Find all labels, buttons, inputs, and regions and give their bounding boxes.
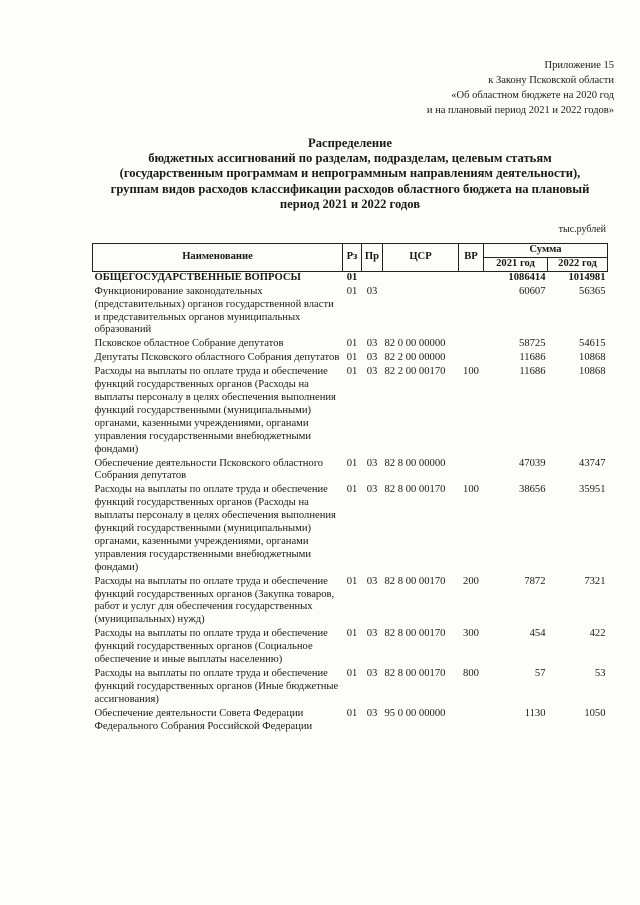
title-line: Распределение <box>308 136 392 150</box>
row-csr <box>383 286 459 339</box>
row-name: Обеспечение деятельности Совета Федерации Федерального Собрания Российской Федерации <box>94 707 313 732</box>
row-vr: 200 <box>463 575 479 587</box>
title-line: бюджетных ассигнований по разделам, подразделам, целевым статьям <box>148 151 552 166</box>
row-rz: 01 <box>346 271 358 283</box>
row-name: Расходы на выплаты по оплате труда и обеспечение функций государственных органов (Социальное обеспечение и иные выплаты населению) <box>94 628 328 666</box>
row-vr: 800 <box>463 668 479 679</box>
row-name: Псковское областное Собрание депутатов <box>94 338 284 350</box>
row-csr: 82 8 00 00170 <box>384 575 446 587</box>
header-pr: Пр <box>362 244 383 272</box>
row-name: Депутаты Псковского областного Собрания депутатов <box>94 352 340 364</box>
row-amount-2022: 10868 <box>579 352 606 364</box>
title-line: период 2021 и 2022 годов <box>279 196 421 211</box>
row-pr <box>362 271 383 285</box>
row-pr: 03 <box>366 352 378 364</box>
appendix-note <box>254 58 614 118</box>
row-amount-2022: 56365 <box>579 285 606 297</box>
row-amount-2021: 11686 <box>519 366 546 378</box>
row-csr: 82 8 00 00000 <box>384 457 446 469</box>
row-pr: 03 <box>366 366 378 378</box>
header-name: Наименование <box>93 244 343 272</box>
table-row <box>93 286 608 339</box>
row-rz: 01 <box>346 285 358 297</box>
table-row <box>93 338 608 352</box>
row-csr: 82 8 00 00170 <box>384 668 446 679</box>
row-name: Расходы на выплаты по оплате труда и обеспечение функций государственных органов (Закупка товаров, работ и услуг для обеспечения государственных (муниципальных) нужд) <box>94 575 335 626</box>
row-vr <box>459 458 484 485</box>
document-title <box>70 136 630 212</box>
row-pr: 03 <box>366 575 378 587</box>
row-name: Расходы на выплаты по оплате труда и обеспечение функций государственных органов (Расходы на выплаты персоналу в целях обеспечения выполнения функций государственными (муниципальными) органами, казенными учреждениями, органами управления государственными внебюджетными фондами) <box>94 366 336 455</box>
row-vr <box>459 338 484 352</box>
row-amount-2021: 38656 <box>519 484 546 496</box>
row-csr: 82 2 00 00000 <box>384 352 446 364</box>
title-line: группам видов расходов классификации расходов областного бюджета на плановый <box>110 181 590 196</box>
row-amount-2021: 1130 <box>524 707 546 719</box>
appendix-line: Приложение 15 <box>544 60 614 71</box>
budget-table <box>92 243 608 735</box>
table-row <box>93 484 608 575</box>
row-amount-2021: 47039 <box>519 457 546 469</box>
row-amount-2022: 1050 <box>584 707 606 719</box>
table-row <box>93 366 608 457</box>
row-amount-2022: 53 <box>594 668 606 679</box>
row-pr: 03 <box>366 457 378 469</box>
row-amount-2022: 1014981 <box>568 271 606 283</box>
appendix-line: «Об областном бюджете на 2020 год <box>451 90 614 101</box>
table-row <box>93 628 608 668</box>
table-row <box>93 352 608 366</box>
table-row <box>93 708 608 735</box>
row-amount-2021: 60607 <box>519 285 546 297</box>
row-rz: 01 <box>346 707 358 719</box>
row-amount-2022: 422 <box>589 628 606 640</box>
row-csr: 82 2 00 00170 <box>384 366 446 378</box>
appendix-line: и на плановый период 2021 и 2022 годов» <box>426 105 614 116</box>
row-amount-2021: 454 <box>529 628 546 640</box>
row-amount-2022: 35951 <box>579 484 606 496</box>
row-csr: 82 8 00 00170 <box>384 628 446 640</box>
row-pr: 03 <box>366 338 378 350</box>
table-row <box>93 576 608 629</box>
row-amount-2022: 7321 <box>584 575 606 587</box>
row-rz: 01 <box>346 484 358 496</box>
row-amount-2021: 11686 <box>519 352 546 364</box>
title-line: (государственным программам и непрограммным направлениям деятельности), <box>119 166 581 181</box>
row-amount-2022: 54615 <box>579 338 606 350</box>
row-vr <box>459 708 484 735</box>
header-rz: Рз <box>343 244 362 272</box>
header-csr: ЦСР <box>383 244 459 272</box>
header-sum: Сумма <box>484 244 608 258</box>
row-amount-2021: 57 <box>534 668 546 679</box>
header-year-2022: 2022 год <box>548 257 608 271</box>
table-row <box>93 271 608 285</box>
row-amount-2022: 43747 <box>579 457 606 469</box>
row-amount-2021: 1086414 <box>508 271 546 283</box>
row-name: Расходы на выплаты по оплате труда и обеспечение функций государственных органов (Иные бюджетные ассигнования) <box>94 668 339 705</box>
row-rz: 01 <box>346 338 358 350</box>
row-csr: 82 8 00 00170 <box>384 484 446 496</box>
row-vr <box>459 286 484 339</box>
header-vr: ВР <box>459 244 484 272</box>
row-amount-2021: 58725 <box>519 338 546 350</box>
row-pr: 03 <box>366 668 378 679</box>
header-year-2021: 2021 год <box>484 257 548 271</box>
row-name: Обеспечение деятельности Псковского областного Собрания депутатов <box>94 457 324 482</box>
row-rz: 01 <box>346 352 358 364</box>
row-pr: 03 <box>366 707 378 719</box>
appendix-line: к Закону Псковской области <box>488 75 614 86</box>
row-vr: 100 <box>463 484 479 496</box>
row-pr: 03 <box>366 484 378 496</box>
row-rz: 01 <box>346 628 358 640</box>
row-name: Функционирование законодательных (представительных) органов государственной власти и представительных органов муниципальных образований <box>94 285 334 336</box>
units-label: тыс.рублей <box>558 224 606 235</box>
row-rz: 01 <box>346 457 358 469</box>
row-vr: 100 <box>463 366 479 378</box>
table-row <box>93 458 608 485</box>
row-vr <box>459 271 484 285</box>
row-csr: 95 0 00 00000 <box>384 707 446 719</box>
row-rz: 01 <box>346 575 358 587</box>
row-amount-2022: 10868 <box>579 366 606 378</box>
row-vr <box>459 352 484 366</box>
row-rz: 01 <box>346 366 358 378</box>
row-name: ОБЩЕГОСУДАРСТВЕННЫЕ ВОПРОСЫ <box>94 271 301 283</box>
row-vr: 300 <box>463 628 479 640</box>
row-csr: 82 0 00 00000 <box>384 338 446 350</box>
row-csr <box>383 271 459 285</box>
table-row <box>93 668 608 708</box>
row-name: Расходы на выплаты по оплате труда и обеспечение функций государственных органов (Расходы на выплаты персоналу в целях обеспечения выполнения функций государственными (муниципальными) органами, казенными учреждениями, органами управления государственными внебюджетными фондами) <box>94 484 336 573</box>
row-amount-2021: 7872 <box>524 575 546 587</box>
row-pr: 03 <box>366 628 378 640</box>
row-rz: 01 <box>346 668 358 679</box>
row-pr: 03 <box>366 285 378 297</box>
